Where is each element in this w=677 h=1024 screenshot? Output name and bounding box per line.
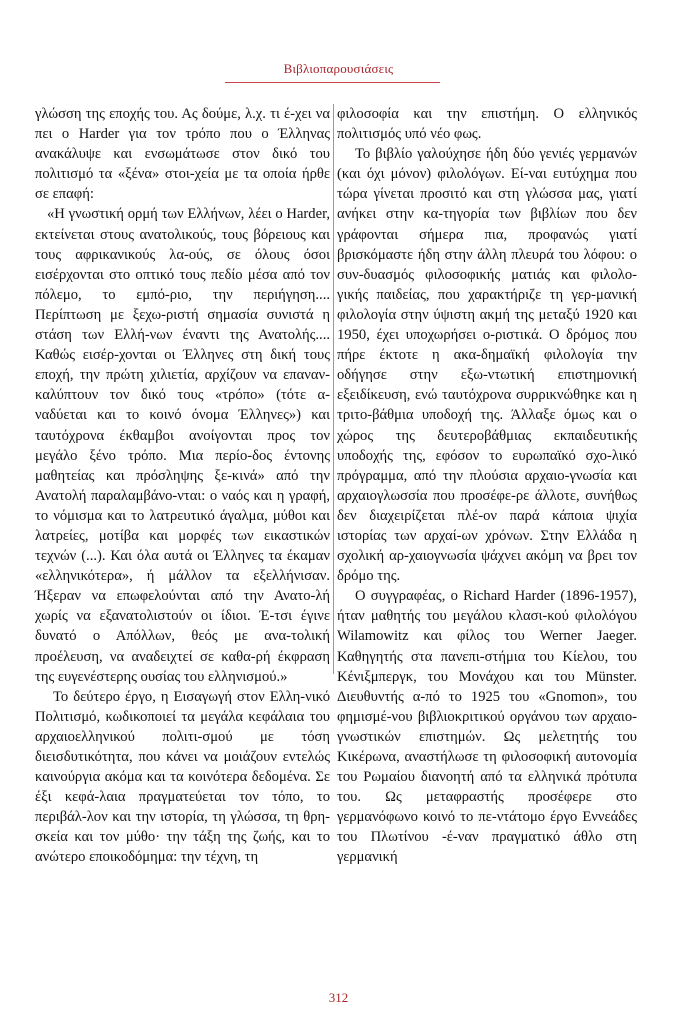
left-paragraph-1: γλώσση της εποχής του. Ας δούμε, λ.χ. τι έ-χει να πει ο Harder για τον τρόπο που ο Έλληνας ανακάλυψε και ενσωμάτωσε στον δικό του πολιτισμό τα «ξένα» στοι-χεία με τα οποία ήρθε σε επαφή: <box>35 106 330 203</box>
right-paragraph-3: Ο συγγραφέας, ο Richard Harder (1896-1957), ήταν μαθητής του μεγάλου κλασι-κού φιλολόγου Wilamowitz και φίλος του Werner Jaeger. Καθηγητής στα πανεπι-στήμια του Κίελου, του Κένιξμπεργκ, του Μονάχου και του Münster. Διευθυντής α-πό το 1925 του «Gnomon», του φημισμέ-νου βιβλιοκριτικού οργάνου των αρχαιο-γνωστικών επιστημών. Ως μελετητής του Κικέρωνα, αναστήλωσε τη φιλοσοφική αυτονομία του Ρωμαίου διανοητή από τα ελληνικά πρότυπα του. Ως μεταφραστής προσέφερε στο γερμανόφωνο κοινό το πε-ντάτομο έργο Εννεάδες του Πλωτίνου -έ-ναν πραγματικό άθλο στη γερμανική <box>337 588 637 866</box>
column-divider <box>333 104 334 674</box>
right-paragraph-2: Το βιβλίο γαλούχησε ήδη δύο γενιές γερμανών (και όχι μόνον) φιλολόγων. Εί-ναι ευτύχημα που τώρα γίνεται προσιτό και στη γλώσσα μας, γιατί ανήκει στην κα-τηγορία των βιβλίων που δεν γράφονται σήμερα πια, προφανώς γιατί βρισκόμαστε ήδη στην άλλη πλευρά του λόφου: ο συν-δυασμός φιλοσοφικής ματιάς και φιλολο-γικής παιδείας, που χαρακτήριζε τη γερ-μανική φιλολογία στην ύψιστη ακμή της μεταξύ 1920 και 1950, έχει υποχωρήσει ο-ριστικά. Ο δρόμος που πήρε έκτοτε η ακα-δημαϊκή φιλολογία την οδήγησε στην εξω-ντωτική επιστημονική εξειδίκευση, ενώ ταυτόχρονα συρρικνώθηκε και η τριτο-βάθμια υποδοχή της. Άλλαξε όμως και ο χώρος της δευτεροβάθμιας εκπαιδευτικής υποδοχής της, εφόσον το ευρωπαϊκό σχο-λικό πρόγραμμα, από την πλούσια αρχαιο-γνωσία και αρχαιογλωσσία που προσέφε-ρε άλλοτε, συνήθως δεν διαχειρίζεται πλέ-ον παρά κάποια ψιχία ιστορίας των αρχαί-ων χρόνων. Στην Ελλάδα η σχολική αρ-χαιογνωσία ψάχνει ακόμη να βρει τον δρόμο της. <box>337 146 637 585</box>
left-paragraph-3: Το δεύτερο έργο, η Εισαγωγή στον Ελλη-νικό Πολιτισμό, κωδικοποιεί τα μεγάλα κεφάλαια του αρχαιοελληνικού πολιτι-σμού με τόση διεισδυτικότητα, που κάνει να μοιάζουν εντελώς καινούργια ακόμα και τα κοινότερα δεδομένα. Σε έξι κεφά-λαια πραγματεύεται τον τόπο, το περιβάλ-λον και την ιστορία, τη γλώσσα, τη θρη-σκεία και τον μύθο· την τάξη της ζωής, και το ανώτερο εποικοδόμημα: την τέχνη, τη <box>35 688 330 866</box>
right-column <box>337 104 637 868</box>
header-rule <box>225 82 440 83</box>
left-column <box>35 104 330 868</box>
harder-quote: «Η γνωστική ορμή των Ελλήνων, λέει ο Harder, εκτείνεται στους ανατολικούς, τους βόρειους και τους αφρικανικούς λα-ούς, σε όλους όσοι εισέρχονται στο οπτικό τους πεδίο μέσα από τον πόλεμο, το εμπό-ριο, την περιήγηση.... Περίπτωση με ξεχω-ριστή σημασία συνιστά η στάση των Ελλή-νων έναντι της Ανατολής.... Καθώς εισέρ-χονται οι Έλληνες στη δική τους εποχή, την πρώτη χιλιετία, αρχίζουν να επαναν-καλύπτουν τον δικό τους «τρόπο» (τότε α-ναδύεται και το κοινό όνομα Έλληνες») και ταυτόχρονα έκθαμβοι ανοίγονται προς τον μεγάλο ξένο τρόπο. Μια περίο-δος έντονης μαθητείας και πρόσληψης ξε-κινά» από την Ανατολή παραλαμβάνο-νται: ο ναός και η γραφή, το νόμισμα και το λατρευτικό άγαλμα, μύθοι και λατρείες, μοτίβα και μορφές των εικαστικών τεχνών (...). Και όλα αυτά οι Έλληνες τα έκαμαν «ελληνικότερα», ή μάλλον τα εξελλήνισαν. Ήξεραν να επωφελούνται από την Ανατο-λή χωρίς να εξανατολιστούν οι ίδιοι. Έ-τσι έγινε δυνατό ο Απόλλων, θεός με ανα-τολική προέλευση, να αναδειχτεί σε καθα-ρή έκφραση της ευγενέστερης ουσίας του ελληνισμού.» <box>35 206 330 685</box>
right-paragraph-1: φιλοσοφία και την επιστήμη. Ο ελληνικός πολιτισμός υπό νέο φως. <box>337 106 637 143</box>
running-title: Βιβλιοπαρουσιάσεις <box>283 61 394 76</box>
page-number: 312 <box>328 990 349 1005</box>
